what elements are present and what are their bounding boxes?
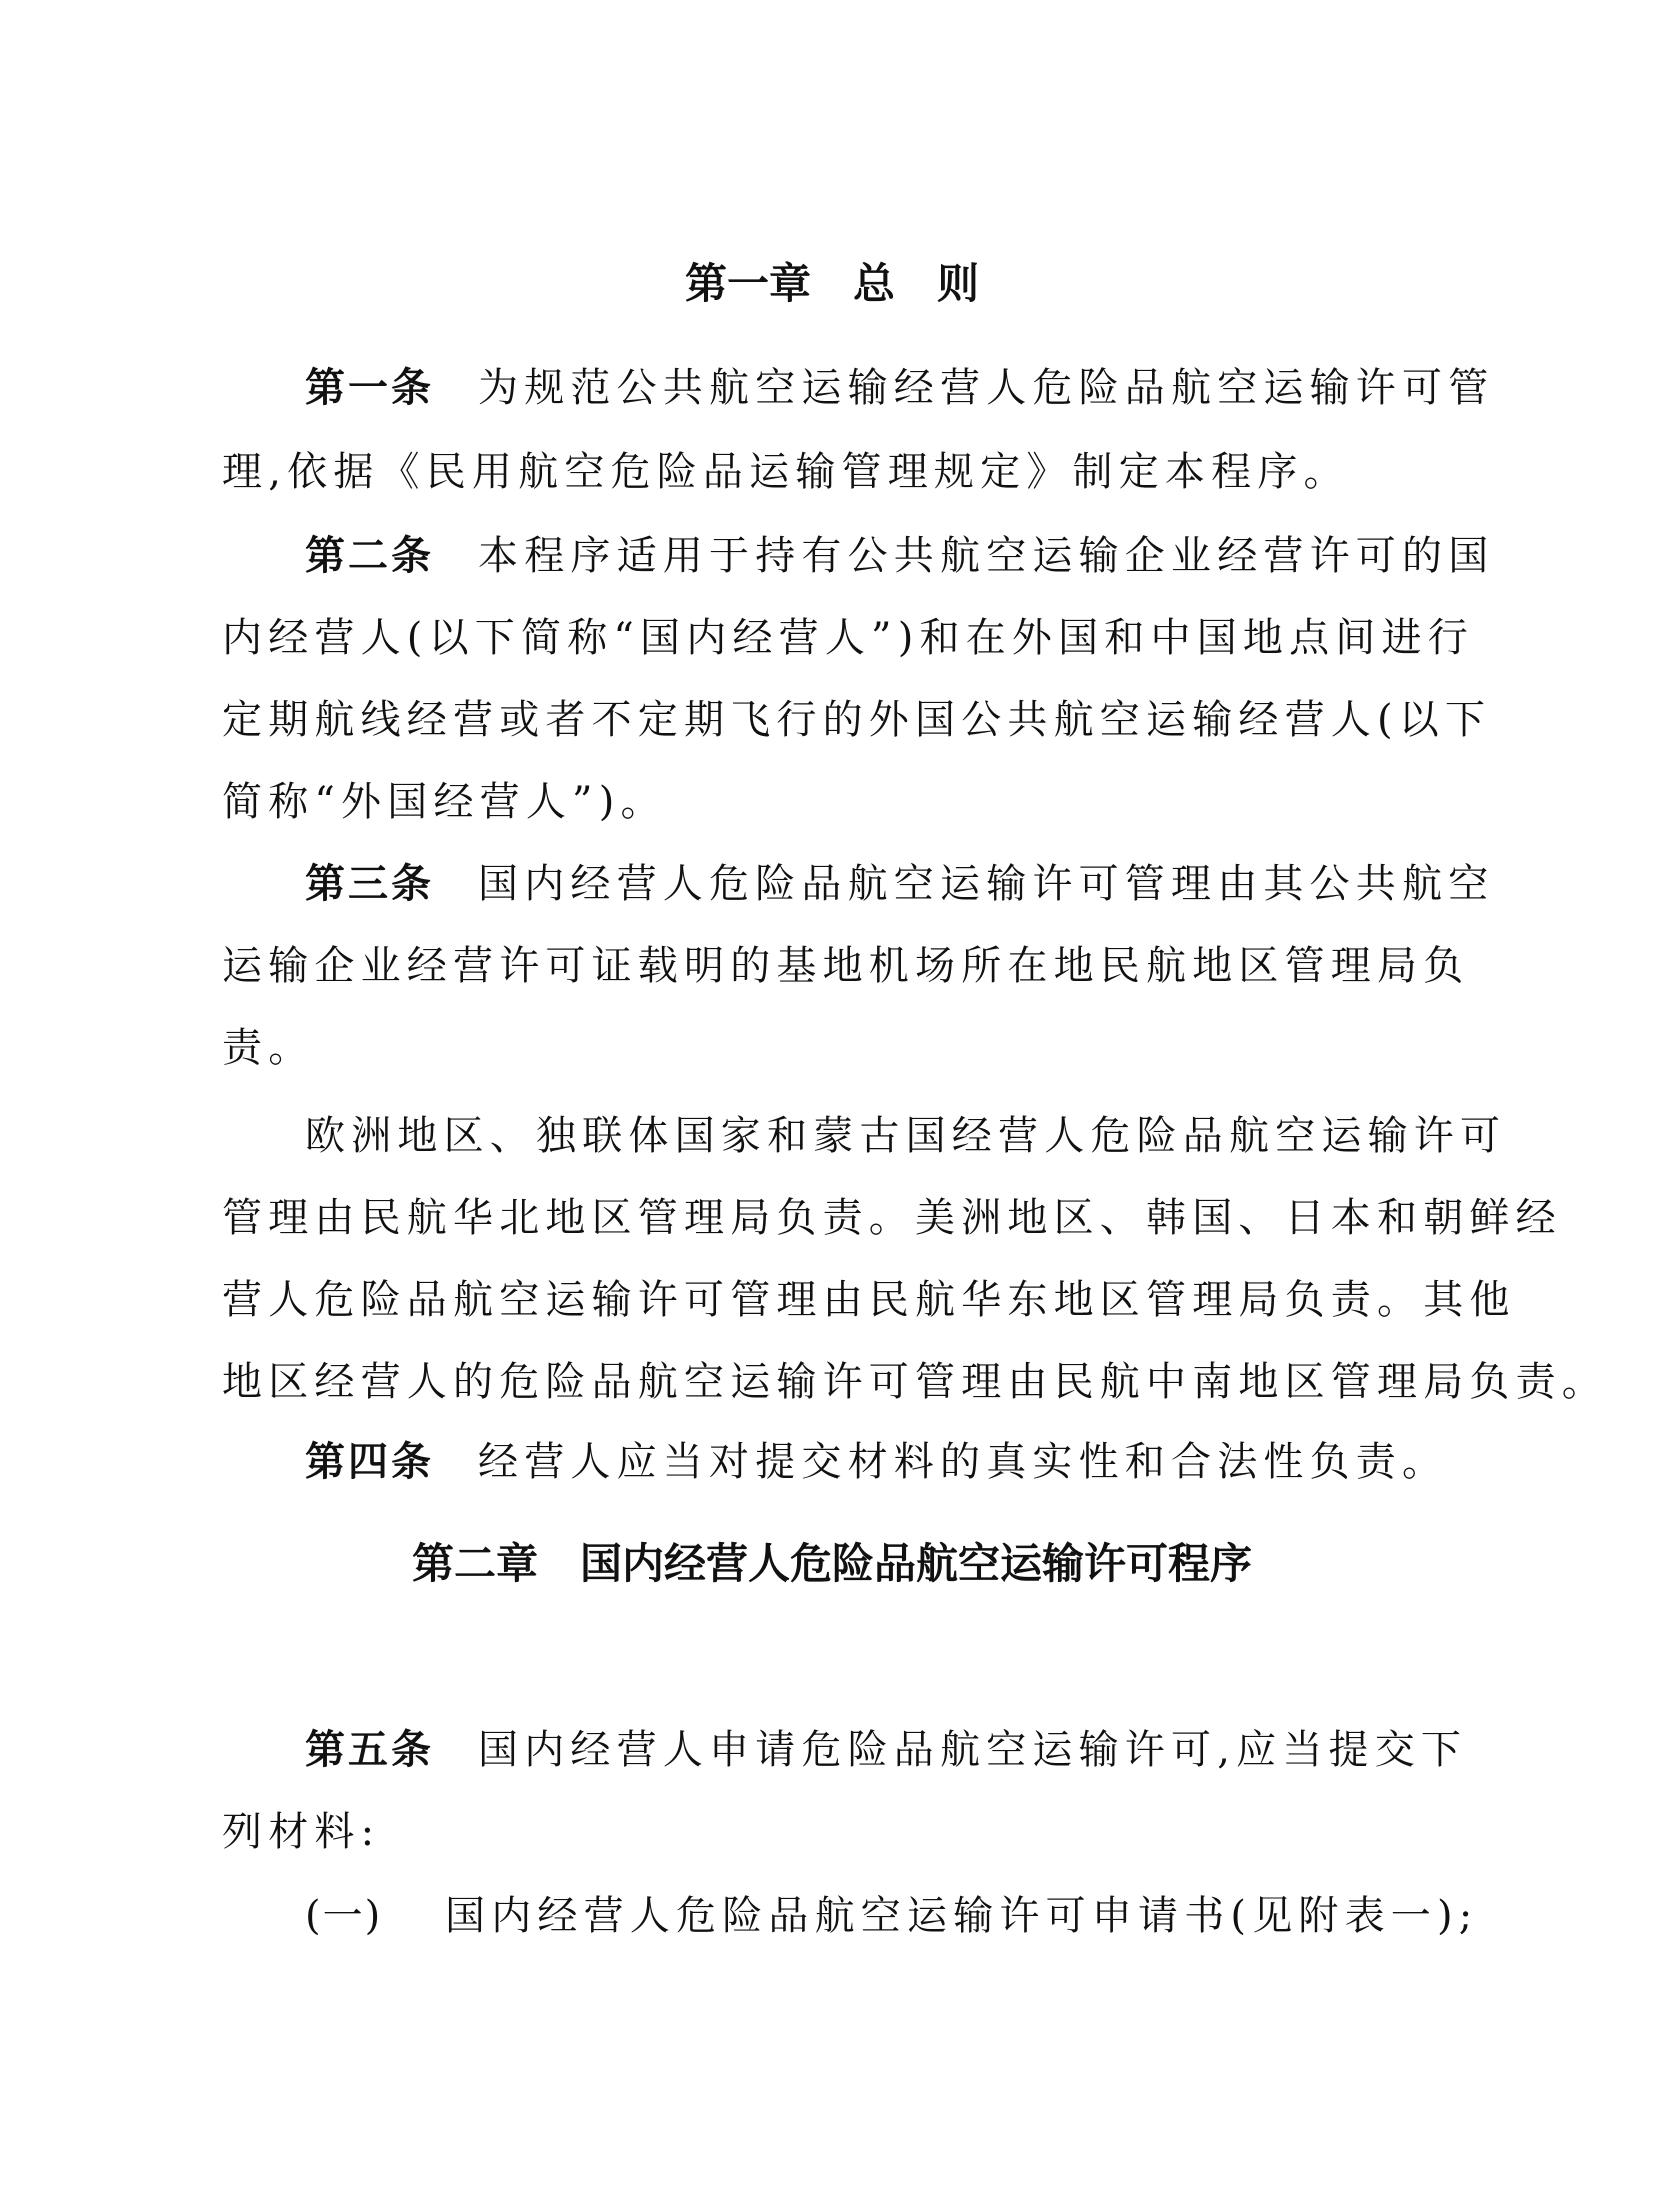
article-3-line-2: 运输企业经营许可证载明的基地机场所在地民航地区管理局负 <box>222 943 1470 989</box>
chapter-2-title: 国内经营人危险品航空运输许可程序 <box>580 1539 1253 1588</box>
article-2-text: 本程序适用于持有公共航空运输企业经营许可的国 <box>478 533 1495 579</box>
chapter-1-label: 第一章 <box>684 259 811 308</box>
regions-paragraph-line-4: 地区经营人的危险品航空运输许可管理由民航中南地区管理局负责。 <box>222 1359 1608 1405</box>
chapter-1-heading <box>0 256 1664 312</box>
item-1-number: (一) <box>305 1893 383 1939</box>
chapter-2-heading <box>0 1536 1664 1592</box>
regions-paragraph-line-3: 营人危险品航空运输许可管理由民航华东地区管理局负责。其他 <box>222 1277 1516 1323</box>
article-1-text: 为规范公共航空运输经营人危险品航空运输许可管 <box>478 365 1495 411</box>
article-2-line-2: 内经营人(以下简称“国内经营人”)和在外国和中国地点间进行 <box>222 615 1474 661</box>
article-2-line-4: 简称“外国经营人”)。 <box>222 779 667 825</box>
article-4-text: 经营人应当对提交材料的真实性和合法性负责。 <box>478 1439 1449 1485</box>
chapter-1-title: 总 则 <box>853 259 980 308</box>
article-3-line-3: 责。 <box>222 1025 315 1071</box>
article-3-line-1 <box>305 858 1495 910</box>
item-1-text: 国内经营人危险品航空运输许可申请书(见附表一); <box>445 1893 1479 1939</box>
article-3-text: 国内经营人危险品航空运输许可管理由其公共航空 <box>478 861 1495 907</box>
regions-paragraph-line-1: 欧洲地区、独联体国家和蒙古国经营人危险品航空运输许可 <box>305 1113 1507 1159</box>
chapter-2-label: 第二章 <box>411 1539 538 1588</box>
article-2-label: 第二条 <box>305 533 434 579</box>
article-4-label: 第四条 <box>305 1439 434 1485</box>
article-5-label: 第五条 <box>305 1727 434 1773</box>
article-5-line-2: 列材料: <box>222 1809 381 1855</box>
article-1-label: 第一条 <box>305 365 434 411</box>
article-5-item-1 <box>305 1890 1479 1942</box>
article-2-line-3: 定期航线经营或者不定期飞行的外国公共航空运输经营人(以下 <box>222 697 1492 743</box>
article-5-text: 国内经营人申请危险品航空运输许可,应当提交下 <box>478 1727 1468 1773</box>
article-2-line-1 <box>305 530 1495 582</box>
article-1-line-1 <box>305 362 1495 414</box>
article-5-line-1 <box>305 1724 1468 1776</box>
article-1-line-2: 理,依据《民用航空危险品运输管理规定》制定本程序。 <box>222 449 1350 495</box>
article-4-line-1 <box>305 1436 1449 1488</box>
article-3-label: 第三条 <box>305 861 434 907</box>
regions-paragraph-line-2: 管理由民航华北地区管理局负责。美洲地区、韩国、日本和朝鲜经 <box>222 1195 1562 1241</box>
